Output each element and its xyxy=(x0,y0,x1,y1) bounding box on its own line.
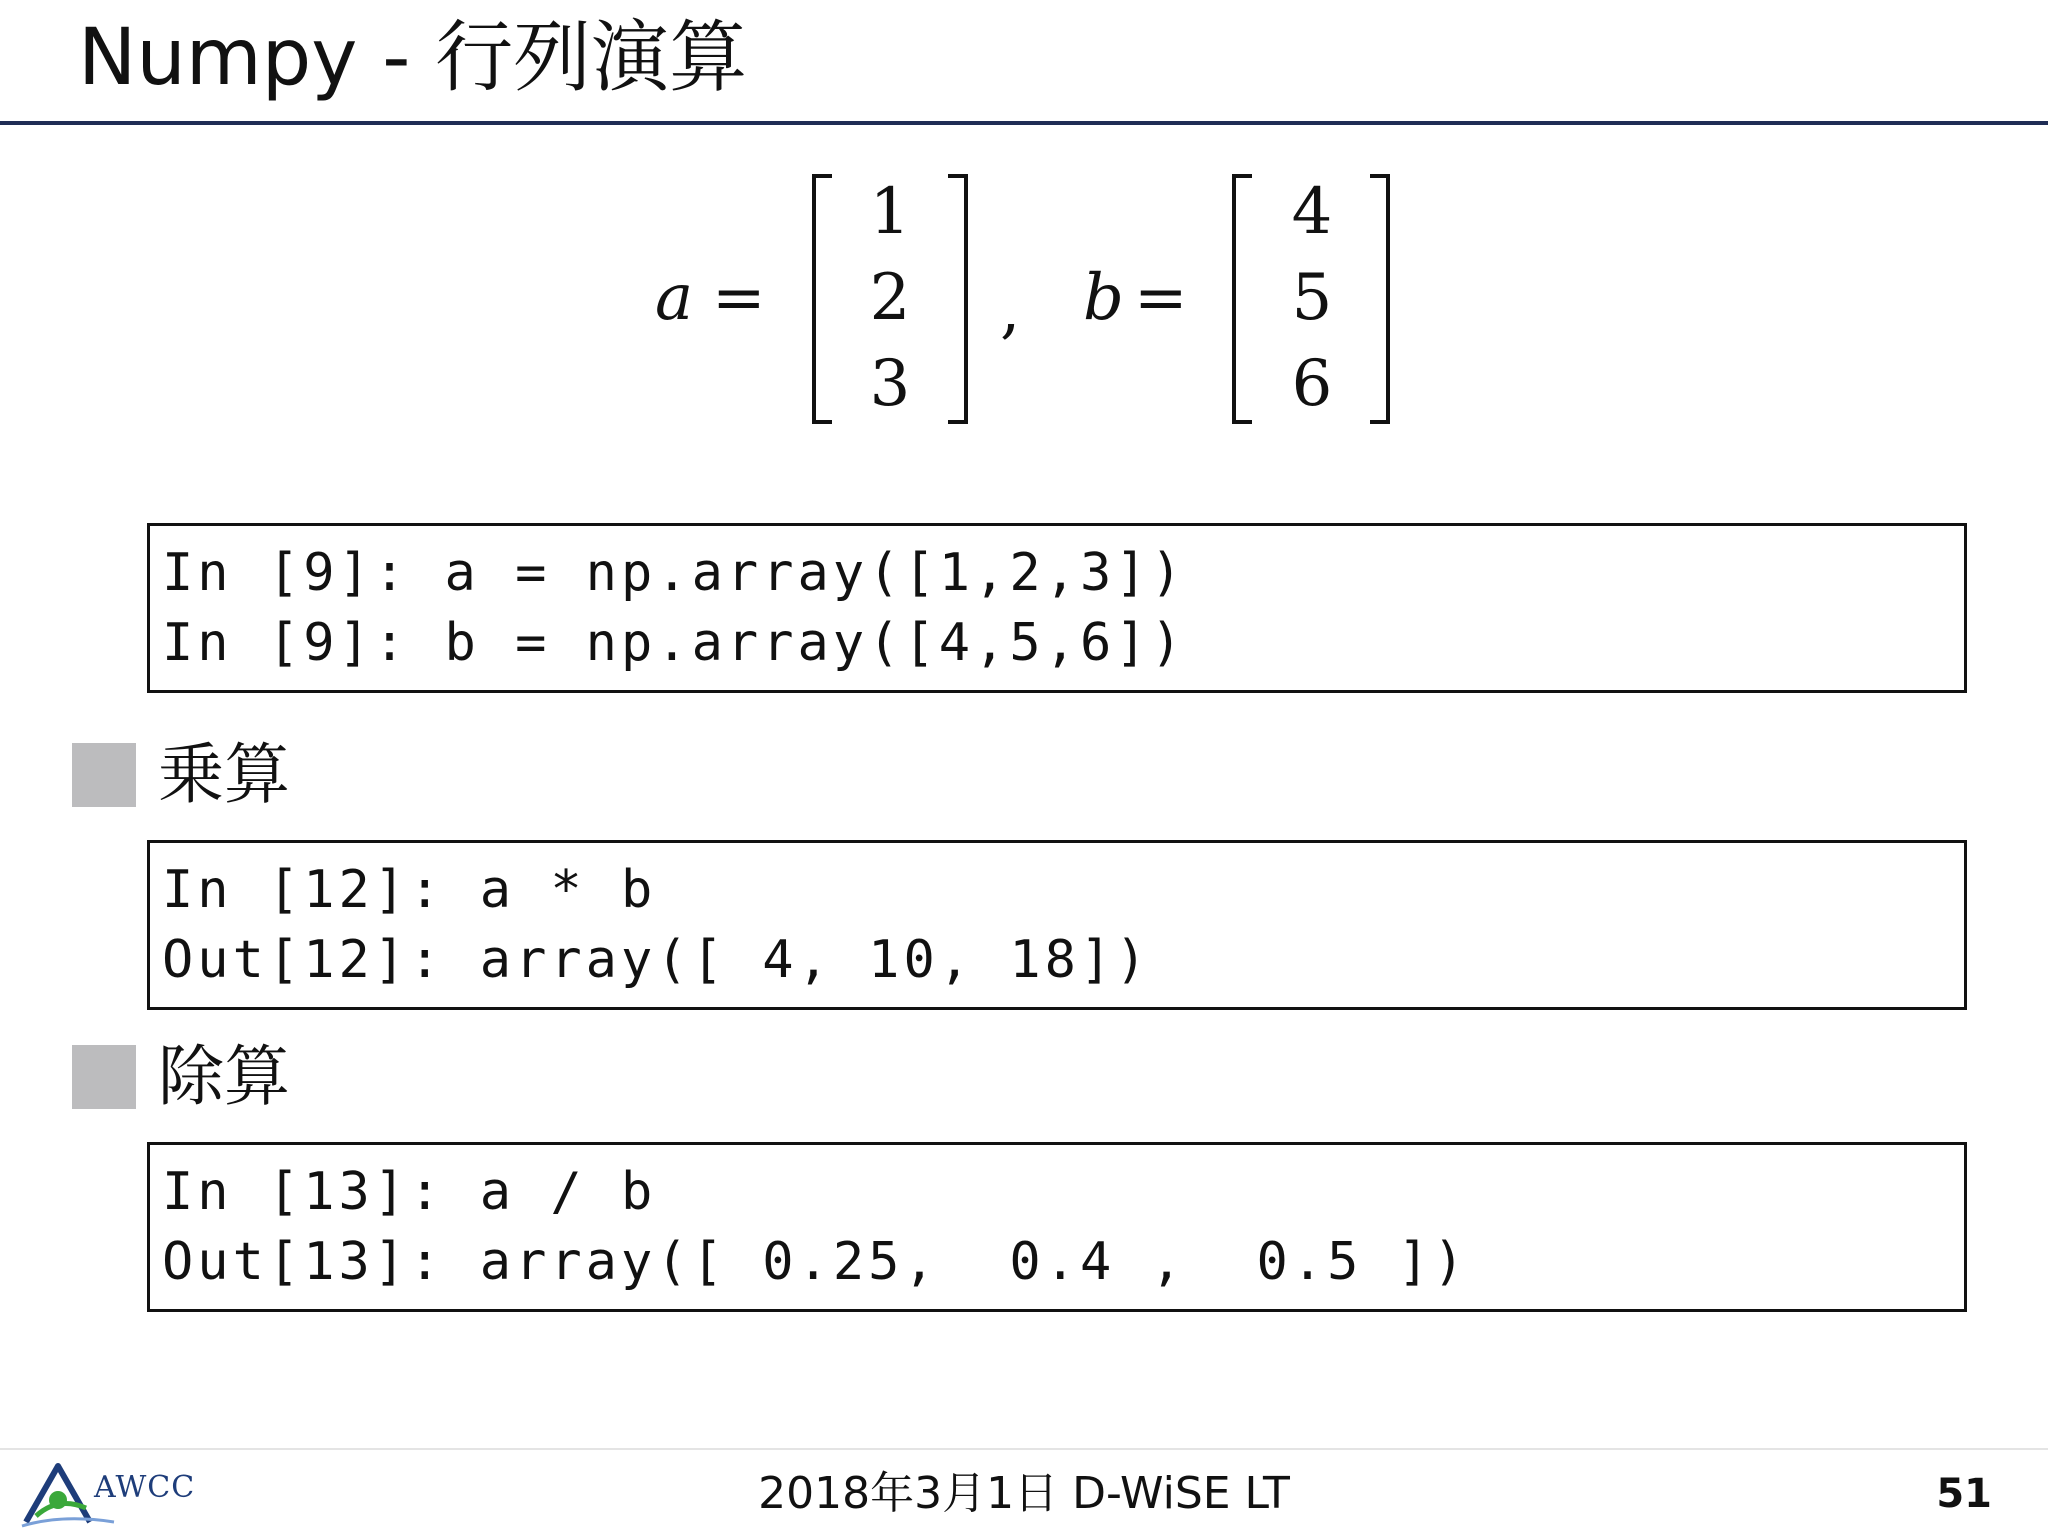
vector-b-entry: 4 xyxy=(1291,175,1333,249)
page-number: 51 xyxy=(1936,1471,1992,1517)
section-label: 乗算 xyxy=(158,736,290,813)
section-bullet-square xyxy=(72,743,136,807)
vector-b-entry: 5 xyxy=(1291,261,1333,335)
code-line: Out[13]: array([ 0.25, 0.4 , 0.5 ]) xyxy=(162,1232,1469,1292)
section-label: 除算 xyxy=(158,1038,290,1115)
vector-a-entry: 3 xyxy=(869,347,911,421)
title-divider xyxy=(0,121,2048,125)
vector-b-equals: = xyxy=(1134,261,1188,335)
vector-a-equals: = xyxy=(712,261,766,335)
code-block-definition xyxy=(147,523,1967,693)
vector-b-left-bracket xyxy=(1232,174,1252,424)
code-line: In [13]: a / b xyxy=(162,1162,657,1222)
footer-date-event: 2018年3月1日 D-WiSE LT xyxy=(758,1468,1290,1519)
code-block-division xyxy=(147,1142,1967,1312)
code-line: In [9]: b = np.array([4,5,6]) xyxy=(162,613,1186,673)
vector-b-name: b xyxy=(1083,261,1124,335)
section-heading-multiplication xyxy=(72,735,290,815)
code-line: In [12]: a * b xyxy=(162,860,657,920)
vector-a-entry: 2 xyxy=(869,261,911,335)
vector-separator: , xyxy=(1000,273,1021,347)
logo-wordmark: AWCC xyxy=(94,1470,196,1505)
section-heading-division xyxy=(72,1037,290,1117)
code-line: In [9]: a = np.array([1,2,3]) xyxy=(162,543,1186,603)
vector-a-entry: 1 xyxy=(869,175,911,249)
vector-b-entry: 6 xyxy=(1291,347,1333,421)
vector-a-left-bracket xyxy=(812,174,832,424)
slide-title: Numpy - 行列演算 xyxy=(78,13,748,103)
vector-a-right-bracket xyxy=(948,174,968,424)
code-block-multiplication xyxy=(147,840,1967,1010)
footer-divider xyxy=(0,1448,2048,1450)
vector-b-right-bracket xyxy=(1370,174,1390,424)
code-line: Out[12]: array([ 4, 10, 18]) xyxy=(162,930,1151,990)
vector-a-name: a xyxy=(655,261,694,335)
section-bullet-square xyxy=(72,1045,136,1109)
vector-definitions xyxy=(0,160,2048,440)
